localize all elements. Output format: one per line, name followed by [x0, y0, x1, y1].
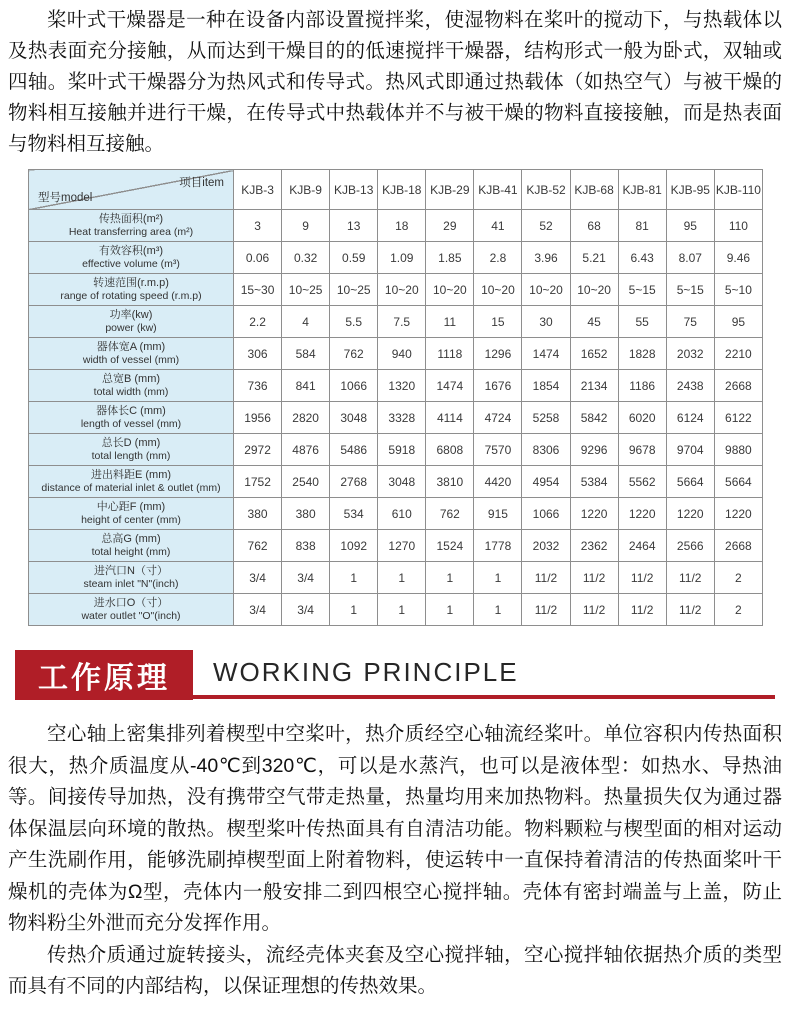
value-cell: 11/2	[618, 594, 666, 626]
row-label-zh: 进水口O（寸）	[93, 597, 169, 610]
corner-model-label: 型号model	[38, 192, 93, 204]
table-row	[29, 562, 763, 594]
value-cell: 1.85	[426, 242, 474, 274]
value-cell: 1854	[522, 370, 570, 402]
value-cell: 75	[666, 306, 714, 338]
value-cell: 1474	[426, 370, 474, 402]
value-cell: 2768	[330, 466, 378, 498]
value-cell: 11/2	[522, 594, 570, 626]
value-cell: 1186	[618, 370, 666, 402]
row-label-zh: 总长D (mm)	[101, 437, 161, 450]
row-label-zh: 进汽口N（寸）	[94, 565, 168, 578]
value-cell: 1066	[330, 370, 378, 402]
value-cell: 5486	[330, 434, 378, 466]
value-cell: 11/2	[570, 562, 618, 594]
value-cell: 81	[618, 210, 666, 242]
value-cell: 1066	[522, 498, 570, 530]
row-label-zh: 总高G (mm)	[101, 533, 161, 546]
table-row	[29, 498, 763, 530]
value-cell: 0.06	[234, 242, 282, 274]
value-cell: 3048	[378, 466, 426, 498]
value-cell: 1	[330, 562, 378, 594]
value-cell: 18	[378, 210, 426, 242]
value-cell: 30	[522, 306, 570, 338]
row-label-en: total length (mm)	[91, 450, 171, 463]
value-cell: 10~20	[378, 274, 426, 306]
row-label-en: total height (mm)	[91, 546, 171, 559]
value-cell: 11/2	[570, 594, 618, 626]
row-label	[29, 434, 234, 466]
row-label-zh: 总宽B (mm)	[101, 373, 161, 386]
value-cell: 5~15	[666, 274, 714, 306]
section-header	[15, 650, 775, 700]
body-paragraph-2: 传热介质通过旋转接头，流经壳体夹套及空心搅拌轴，空心搅拌轴依据热介质的类型而具有不同的内部结构，以保证理想的传热效果。	[8, 943, 782, 997]
value-cell: 5562	[618, 466, 666, 498]
value-cell: 5~15	[618, 274, 666, 306]
value-cell: 1118	[426, 338, 474, 370]
value-cell: 1474	[522, 338, 570, 370]
value-cell: 1524	[426, 530, 474, 562]
value-cell: 4420	[474, 466, 522, 498]
value-cell: 838	[282, 530, 330, 562]
spec-table	[28, 169, 763, 626]
value-cell: 2134	[570, 370, 618, 402]
value-cell: 5258	[522, 402, 570, 434]
value-cell: 2464	[618, 530, 666, 562]
value-cell: 1	[426, 562, 474, 594]
value-cell: 10~20	[474, 274, 522, 306]
value-cell: 2362	[570, 530, 618, 562]
value-cell: 3048	[330, 402, 378, 434]
value-cell: 0.59	[330, 242, 378, 274]
row-label-en: length of vessel (mm)	[80, 418, 182, 431]
row-label	[29, 338, 234, 370]
value-cell: 3328	[378, 402, 426, 434]
row-label	[29, 242, 234, 274]
table-row	[29, 402, 763, 434]
value-cell: 762	[234, 530, 282, 562]
value-cell: 915	[474, 498, 522, 530]
value-cell: 1676	[474, 370, 522, 402]
section-title-en: WORKING PRINCIPLE	[213, 656, 519, 687]
model-header: KJB-41	[474, 170, 522, 210]
row-label	[29, 274, 234, 306]
value-cell: 306	[234, 338, 282, 370]
section-underline	[193, 695, 775, 699]
value-cell: 2210	[714, 338, 762, 370]
value-cell: 2972	[234, 434, 282, 466]
row-label-en: water outlet "O"(inch)	[81, 610, 181, 623]
row-label-zh: 进出料距E (mm)	[90, 469, 172, 482]
section-title-zh-box	[15, 650, 193, 700]
row-label-en: Heat transferring area (m²)	[68, 226, 194, 239]
value-cell: 110	[714, 210, 762, 242]
value-cell: 1.09	[378, 242, 426, 274]
value-cell: 1652	[570, 338, 618, 370]
value-cell: 584	[282, 338, 330, 370]
value-cell: 2540	[282, 466, 330, 498]
value-cell: 95	[666, 210, 714, 242]
value-cell: 9296	[570, 434, 618, 466]
value-cell: 2032	[522, 530, 570, 562]
value-cell: 3.96	[522, 242, 570, 274]
value-cell: 9880	[714, 434, 762, 466]
value-cell: 10~20	[522, 274, 570, 306]
row-label-en: height of center (mm)	[81, 514, 181, 527]
value-cell: 11/2	[666, 562, 714, 594]
value-cell: 1092	[330, 530, 378, 562]
row-label	[29, 562, 234, 594]
value-cell: 9704	[666, 434, 714, 466]
row-label-en: effective volume (m³)	[82, 258, 180, 271]
value-cell: 5664	[714, 466, 762, 498]
value-cell: 2.2	[234, 306, 282, 338]
value-cell: 6020	[618, 402, 666, 434]
value-cell: 10~25	[282, 274, 330, 306]
value-cell: 55	[618, 306, 666, 338]
value-cell: 1752	[234, 466, 282, 498]
row-label-zh: 中心距F (mm)	[96, 501, 166, 514]
row-label-zh: 传热面积(m²)	[98, 213, 164, 226]
value-cell: 2	[714, 594, 762, 626]
value-cell: 4876	[282, 434, 330, 466]
row-label-en: range of rotating speed (r.m.p)	[60, 290, 202, 303]
value-cell: 534	[330, 498, 378, 530]
value-cell: 9	[282, 210, 330, 242]
row-label-zh: 器体长C (mm)	[96, 405, 166, 418]
value-cell: 3/4	[282, 562, 330, 594]
value-cell: 52	[522, 210, 570, 242]
value-cell: 3/4	[282, 594, 330, 626]
row-label-en: total width (mm)	[93, 386, 169, 399]
value-cell: 2668	[714, 370, 762, 402]
value-cell: 15	[474, 306, 522, 338]
value-cell: 10~20	[426, 274, 474, 306]
value-cell: 2566	[666, 530, 714, 562]
row-label	[29, 466, 234, 498]
value-cell: 2820	[282, 402, 330, 434]
row-label-zh: 转速范围(r.m.p)	[93, 277, 169, 290]
table-row	[29, 210, 763, 242]
value-cell: 1828	[618, 338, 666, 370]
value-cell: 29	[426, 210, 474, 242]
value-cell: 10~25	[330, 274, 378, 306]
value-cell: 1	[474, 594, 522, 626]
table-header-row	[29, 170, 763, 210]
table-row	[29, 338, 763, 370]
table-row	[29, 594, 763, 626]
value-cell: 1956	[234, 402, 282, 434]
value-cell: 2438	[666, 370, 714, 402]
value-cell: 8.07	[666, 242, 714, 274]
value-cell: 762	[426, 498, 474, 530]
value-cell: 6122	[714, 402, 762, 434]
table-row	[29, 242, 763, 274]
table-row	[29, 370, 763, 402]
table-row	[29, 274, 763, 306]
value-cell: 5842	[570, 402, 618, 434]
value-cell: 1	[474, 562, 522, 594]
value-cell: 1220	[570, 498, 618, 530]
value-cell: 4724	[474, 402, 522, 434]
value-cell: 1270	[378, 530, 426, 562]
value-cell: 1778	[474, 530, 522, 562]
value-cell: 4954	[522, 466, 570, 498]
value-cell: 610	[378, 498, 426, 530]
value-cell: 7.5	[378, 306, 426, 338]
row-label-en: width of vessel (mm)	[82, 354, 180, 367]
value-cell: 380	[282, 498, 330, 530]
value-cell: 5918	[378, 434, 426, 466]
row-label-zh: 器体宽A (mm)	[96, 341, 166, 354]
value-cell: 762	[330, 338, 378, 370]
value-cell: 3810	[426, 466, 474, 498]
table-row	[29, 306, 763, 338]
value-cell: 13	[330, 210, 378, 242]
value-cell: 95	[714, 306, 762, 338]
value-cell: 68	[570, 210, 618, 242]
value-cell: 940	[378, 338, 426, 370]
value-cell: 11/2	[522, 562, 570, 594]
row-label	[29, 530, 234, 562]
value-cell: 15~30	[234, 274, 282, 306]
table-row	[29, 530, 763, 562]
model-header: KJB-9	[282, 170, 330, 210]
value-cell: 1	[378, 562, 426, 594]
corner-item-label: 项目item	[179, 177, 224, 189]
value-cell: 736	[234, 370, 282, 402]
value-cell: 5664	[666, 466, 714, 498]
value-cell: 7570	[474, 434, 522, 466]
value-cell: 1296	[474, 338, 522, 370]
row-label	[29, 498, 234, 530]
value-cell: 1	[426, 594, 474, 626]
model-header: KJB-52	[522, 170, 570, 210]
row-label-en: steam inlet "N"(inch)	[83, 578, 179, 591]
row-label	[29, 402, 234, 434]
row-label-en: distance of material inlet & outlet (mm)	[41, 482, 221, 495]
row-label-zh: 功率(kw)	[109, 309, 153, 322]
table-body	[29, 210, 763, 626]
model-header: KJB-3	[234, 170, 282, 210]
row-label-en: power (kw)	[105, 322, 157, 335]
value-cell: 9.46	[714, 242, 762, 274]
body-paragraph-1: 空心轴上密集排列着楔型中空桨叶，热介质经空心轴流经桨叶。单位容积内传热面积很大，热介质温度从-40℃到320℃，可以是水蒸汽，也可以是液体型：如热水、导热油等。间接传导加热，没有携带空气带走热量，热量均用来加热物料。热量损失仅为通过器体保温层向环境的散热。楔型桨叶传热面具有自清洁功能。物料颗粒与楔型面的相对运动产生洗刷作用，能够洗刷掉楔型面上附着物料，使运转中一直保持着清洁的传热面桨叶干燥机的壳体为Ω型，壳体内一般安排二到四根空心搅拌轴。壳体有密封端盖与上盖，防止物料粉尘外泄而充分发挥作用。	[8, 723, 782, 934]
model-header: KJB-68	[570, 170, 618, 210]
value-cell: 1220	[714, 498, 762, 530]
table-row	[29, 434, 763, 466]
value-cell: 2	[714, 562, 762, 594]
value-cell: 11	[426, 306, 474, 338]
value-cell: 6808	[426, 434, 474, 466]
value-cell: 45	[570, 306, 618, 338]
row-label-zh: 有效容积(m³)	[98, 245, 164, 258]
value-cell: 6124	[666, 402, 714, 434]
section-title-zh: 工作原理	[38, 662, 170, 695]
model-header: KJB-18	[378, 170, 426, 210]
model-header: KJB-110	[714, 170, 762, 210]
value-cell: 2.8	[474, 242, 522, 274]
model-header: KJB-13	[330, 170, 378, 210]
value-cell: 11/2	[618, 562, 666, 594]
value-cell: 4114	[426, 402, 474, 434]
value-cell: 2032	[666, 338, 714, 370]
value-cell: 3/4	[234, 594, 282, 626]
model-header: KJB-29	[426, 170, 474, 210]
table-row	[29, 466, 763, 498]
value-cell: 1220	[666, 498, 714, 530]
value-cell: 2668	[714, 530, 762, 562]
value-cell: 3	[234, 210, 282, 242]
value-cell: 3/4	[234, 562, 282, 594]
value-cell: 9678	[618, 434, 666, 466]
row-label	[29, 594, 234, 626]
value-cell: 5384	[570, 466, 618, 498]
value-cell: 5.5	[330, 306, 378, 338]
value-cell: 6.43	[618, 242, 666, 274]
value-cell: 1320	[378, 370, 426, 402]
spec-table-container	[28, 169, 763, 626]
value-cell: 8306	[522, 434, 570, 466]
value-cell: 11/2	[666, 594, 714, 626]
value-cell: 1220	[618, 498, 666, 530]
model-header: KJB-81	[618, 170, 666, 210]
row-label	[29, 306, 234, 338]
model-header: KJB-95	[666, 170, 714, 210]
value-cell: 1	[378, 594, 426, 626]
value-cell: 5~10	[714, 274, 762, 306]
corner-cell	[29, 170, 234, 210]
value-cell: 1	[330, 594, 378, 626]
value-cell: 0.32	[282, 242, 330, 274]
value-cell: 4	[282, 306, 330, 338]
intro-paragraph: 桨叶式干燥器是一种在设备内部设置搅拌桨，使湿物料在桨叶的搅动下，与热载体以及热表面充分接触，从而达到干燥目的的低速搅拌干燥器，结构形式一般为卧式，双轴或四轴。桨叶式干燥器分为热风式和传导式。热风式即通过热载体（如热空气）与被干燥的物料相互接触并进行干燥，在传导式中热载体并不与被干燥的物料直接接触，而是热表面与物料相互接触。	[8, 9, 782, 155]
row-label	[29, 370, 234, 402]
value-cell: 380	[234, 498, 282, 530]
value-cell: 5.21	[570, 242, 618, 274]
value-cell: 41	[474, 210, 522, 242]
row-label	[29, 210, 234, 242]
value-cell: 10~20	[570, 274, 618, 306]
value-cell: 841	[282, 370, 330, 402]
